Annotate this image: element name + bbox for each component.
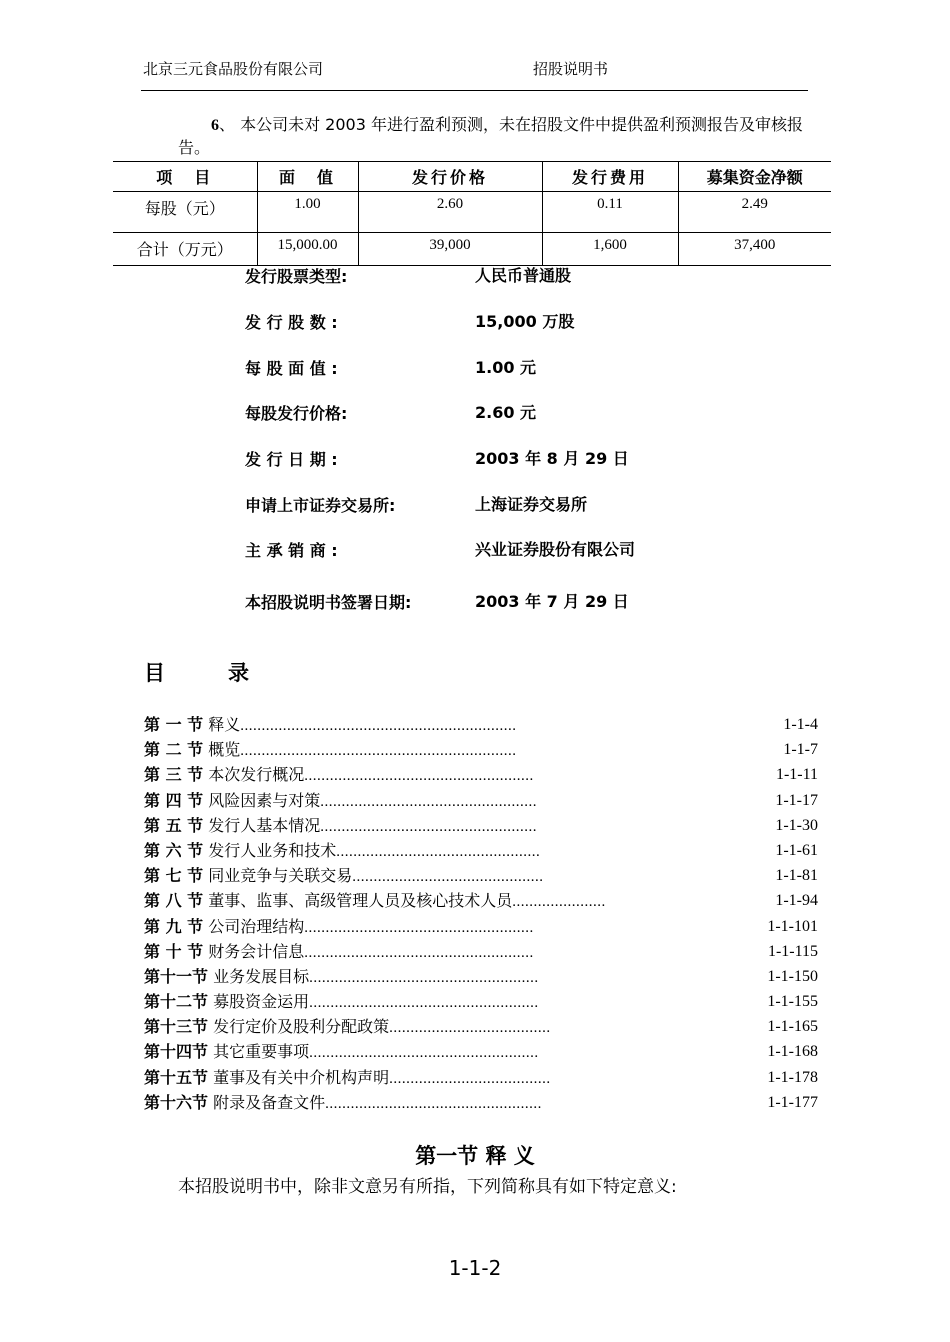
note-paragraph xyxy=(178,114,818,159)
toc-leader-dots: ................................................... xyxy=(320,818,538,835)
toc-section-title: 风险因素与对策 xyxy=(208,790,321,810)
toc-item[interactable] xyxy=(144,1014,818,1039)
toc-page-number: 1-1-177 xyxy=(767,1093,818,1111)
toc-title-char: 录 xyxy=(228,661,249,685)
toc-item[interactable] xyxy=(144,1039,818,1064)
section-intro: 本招股说明书中，除非文意另有所指，下列简称具有如下特定意义: xyxy=(178,1177,677,1197)
note-text: 、 本公司未对 2003 年进行盈利预测，未在招股文件中提供盈利预测报告及审核报告。 xyxy=(178,115,803,157)
table-header: 发行费用 xyxy=(542,162,678,192)
toc-section-number: 第 三 节 xyxy=(144,765,204,785)
toc-leader-dots: ................................................ xyxy=(336,843,541,860)
toc-section-number: 第 九 节 xyxy=(144,916,204,936)
header-company: 北京三元食品股份有限公司 xyxy=(143,60,324,78)
table-header: 项 目 xyxy=(113,162,257,192)
toc-section-title: 财务会计信息 xyxy=(208,941,305,961)
toc-page-number: 1-1-178 xyxy=(767,1068,818,1086)
table-cell: 1.00 xyxy=(257,192,358,233)
info-key: 每股发行价格: xyxy=(245,404,348,423)
toc-title-char: 目 xyxy=(144,661,165,685)
toc-leader-dots: ................................................................. xyxy=(240,718,517,734)
toc-section-title: 董事、监事、高级管理人员及核心技术人员 xyxy=(208,891,513,911)
toc-section-number: 第 六 节 xyxy=(144,840,204,860)
toc-section-number: 第十三节 xyxy=(144,1017,209,1037)
toc-section-title: 募股资金运用 xyxy=(213,992,310,1012)
toc-item[interactable] xyxy=(144,762,818,787)
page-number: 1-1-2 xyxy=(448,1256,502,1280)
toc-page-number: 1-1-101 xyxy=(767,917,818,935)
note-number: 6 xyxy=(211,117,219,134)
info-value: 15,000 万股 xyxy=(475,312,575,331)
toc-page-number: 1-1-7 xyxy=(783,741,818,759)
toc-page-number: 1-1-155 xyxy=(767,993,818,1011)
info-key: 每 股 面 值 : xyxy=(245,359,338,378)
table-cell: 0.11 xyxy=(542,192,678,233)
table-cell: 2.49 xyxy=(678,192,831,233)
toc-section-number: 第 四 节 xyxy=(144,790,204,810)
issue-table xyxy=(113,161,831,266)
header-rule xyxy=(141,90,808,91)
toc-item[interactable] xyxy=(144,888,818,913)
info-value: 1.00 元 xyxy=(475,358,537,377)
toc-section-title: 附录及备查文件 xyxy=(213,1092,326,1112)
info-key: 主 承 销 商 : xyxy=(245,541,338,560)
toc-section-title: 释义 xyxy=(208,715,241,734)
toc-item[interactable] xyxy=(144,788,818,813)
header-doc-title: 招股说明书 xyxy=(533,60,609,78)
toc-section-title: 业务发展目标 xyxy=(213,966,310,986)
table-row xyxy=(113,192,831,233)
toc-page-number: 1-1-94 xyxy=(775,892,818,910)
toc-page-number: 1-1-11 xyxy=(775,766,818,784)
toc-section-number: 第 二 节 xyxy=(144,740,204,760)
toc-leader-dots: ...................................................... xyxy=(304,944,534,961)
toc-page-number: 1-1-150 xyxy=(767,967,818,985)
info-key: 发行股票类型: xyxy=(245,267,348,286)
table-cell: 每股（元） xyxy=(113,192,257,233)
toc-page-number: 1-1-168 xyxy=(767,1043,818,1061)
toc-page-number: 1-1-81 xyxy=(775,867,818,885)
section-title: 第一节 释 义 xyxy=(415,1144,535,1168)
table-of-contents xyxy=(144,712,818,1115)
toc-leader-dots: ...................................... xyxy=(389,1020,551,1037)
toc-leader-dots: ...................................................... xyxy=(309,995,539,1012)
table-header: 面 值 xyxy=(257,162,358,192)
table-header: 募集资金净额 xyxy=(678,162,831,192)
toc-page-number: 1-1-165 xyxy=(767,1018,818,1036)
toc-section-number: 第十五节 xyxy=(144,1067,209,1087)
table-cell: 1,600 xyxy=(542,233,678,266)
info-value: 2.60 元 xyxy=(475,403,537,422)
toc-section-title: 本次发行概况 xyxy=(208,765,305,785)
toc-section-number: 第十六节 xyxy=(144,1092,209,1112)
toc-page-number: 1-1-61 xyxy=(775,841,818,859)
info-key: 申请上市证券交易所: xyxy=(245,496,396,515)
info-key: 发 行 股 数 : xyxy=(245,313,338,332)
toc-section-title: 发行人业务和技术 xyxy=(208,840,337,860)
toc-section-title: 同业竞争与关联交易 xyxy=(208,866,353,886)
toc-section-title: 公司治理结构 xyxy=(208,916,305,936)
toc-item[interactable] xyxy=(144,939,818,964)
table-header: 发行价格 xyxy=(358,162,542,192)
toc-leader-dots: ................................................................. xyxy=(240,743,517,760)
toc-item[interactable] xyxy=(144,712,818,737)
info-value: 2003 年 7 月 29 日 xyxy=(475,592,629,611)
table-cell: 39,000 xyxy=(358,233,542,266)
toc-section-number: 第 一 节 xyxy=(144,715,204,734)
toc-section-number: 第十二节 xyxy=(144,992,209,1012)
toc-leader-dots: ...................................................... xyxy=(304,919,534,936)
toc-title xyxy=(144,657,249,687)
toc-section-title: 概览 xyxy=(208,740,241,760)
table-cell: 合计（万元） xyxy=(113,233,257,266)
toc-item[interactable] xyxy=(144,914,818,939)
toc-section-title: 董事及有关中介机构声明 xyxy=(213,1067,390,1087)
info-key: 本招股说明书签署日期: xyxy=(245,593,412,612)
table-header-row xyxy=(113,162,831,192)
toc-section-number: 第 八 节 xyxy=(144,891,204,911)
table-cell: 2.60 xyxy=(358,192,542,233)
toc-leader-dots: ...................................................... xyxy=(309,1045,539,1062)
toc-leader-dots: ............................................. xyxy=(352,869,544,886)
info-value: 上海证券交易所 xyxy=(475,495,588,514)
toc-item[interactable] xyxy=(144,838,818,863)
toc-leader-dots: ...................... xyxy=(512,894,606,911)
table-cell: 37,400 xyxy=(678,233,831,266)
info-value: 2003 年 8 月 29 日 xyxy=(475,449,629,468)
toc-item[interactable] xyxy=(144,989,818,1014)
table-row xyxy=(113,233,831,266)
info-value: 人民币普通股 xyxy=(475,266,572,285)
toc-page-number: 1-1-30 xyxy=(775,816,818,834)
toc-page-number: 1-1-4 xyxy=(783,716,818,733)
table-cell: 15,000.00 xyxy=(257,233,358,266)
toc-leader-dots: ................................................... xyxy=(325,1095,542,1112)
toc-section-number: 第 五 节 xyxy=(144,815,204,835)
toc-section-number: 第 七 节 xyxy=(144,866,204,886)
toc-item[interactable] xyxy=(144,1090,818,1115)
toc-section-title: 其它重要事项 xyxy=(213,1042,310,1062)
info-key: 发 行 日 期 : xyxy=(245,450,338,469)
toc-leader-dots: ...................................... xyxy=(389,1070,551,1087)
toc-section-number: 第 十 节 xyxy=(144,941,204,961)
toc-page-number: 1-1-115 xyxy=(767,942,818,960)
toc-section-title: 发行定价及股利分配政策 xyxy=(213,1017,390,1037)
toc-section-number: 第十四节 xyxy=(144,1042,209,1062)
toc-item[interactable] xyxy=(144,813,818,838)
toc-leader-dots: ...................................................... xyxy=(309,969,539,986)
toc-section-title: 发行人基本情况 xyxy=(208,815,321,835)
info-value: 兴业证券股份有限公司 xyxy=(475,540,636,559)
toc-leader-dots: ...................................................... xyxy=(304,768,534,785)
toc-section-number: 第十一节 xyxy=(144,966,209,986)
toc-item[interactable] xyxy=(144,863,818,888)
toc-item[interactable] xyxy=(144,737,818,762)
toc-item[interactable] xyxy=(144,964,818,989)
toc-leader-dots: ................................................... xyxy=(320,793,538,810)
toc-item[interactable] xyxy=(144,1065,818,1090)
toc-page-number: 1-1-17 xyxy=(775,791,818,809)
